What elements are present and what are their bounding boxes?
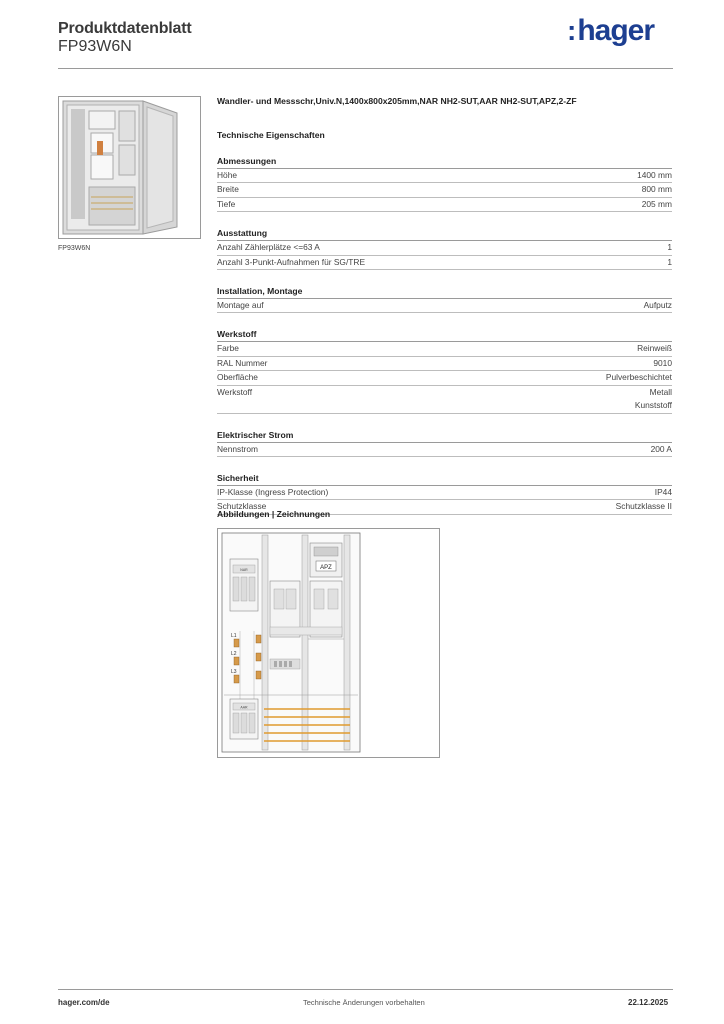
product-description: Wandler- und Messschr,Univ.N,1400x800x205mm,NAR NH2-SUT,AAR NH2-SUT,APZ,2-ZF (217, 96, 577, 106)
article-number: FP93W6N (58, 38, 132, 55)
group-dimensions (217, 156, 672, 212)
spec-label: Anzahl Zählerplätze <=63 A (217, 242, 320, 253)
spec-row (217, 299, 672, 313)
spec-value: 1 (667, 256, 672, 267)
spec-value: Aufputz (643, 299, 672, 310)
spec-label: Oberfläche (217, 372, 258, 383)
spec-row (217, 241, 672, 255)
spec-value-line: Metall (649, 386, 672, 397)
phase-label-l1: L1 (231, 633, 237, 639)
spec-label: Schutzklasse (217, 501, 267, 512)
footer-website-link[interactable]: hager.com/de (58, 998, 110, 1007)
spec-value: 1400 mm (637, 170, 672, 180)
spec-row (217, 198, 672, 212)
cabinet-photo (59, 97, 200, 238)
product-image (58, 96, 201, 239)
document-title: Produktdatenblatt (58, 20, 192, 37)
group-title: Elektrischer Strom (217, 430, 672, 443)
spec-row (217, 169, 672, 183)
spec-row (217, 342, 672, 356)
group-material (217, 329, 672, 413)
group-title: Sicherheit (217, 473, 672, 486)
spec-label: Höhe (217, 170, 238, 180)
group-title: Ausstattung (217, 228, 672, 241)
phase-label-l2: L2 (231, 651, 237, 657)
footer-divider (58, 989, 673, 990)
spec-label: Breite (217, 184, 239, 195)
spec-label: Nennstrom (217, 443, 258, 454)
spec-label: RAL Nummer (217, 357, 268, 368)
nar-label: NAR (240, 568, 248, 572)
spec-column (217, 96, 672, 515)
spec-value: 9010 (653, 357, 672, 368)
spec-row (217, 371, 672, 385)
hager-logo[interactable]: :hager (567, 14, 655, 47)
footer-note: Technische Änderungen vorbehalten (303, 998, 425, 1007)
footer-date: 22.12.2025 (628, 998, 669, 1007)
cabinet-drawing (218, 529, 439, 757)
group-equipment (217, 228, 672, 270)
phase-label-l3: L3 (231, 669, 237, 675)
spec-value: 1 (667, 242, 672, 253)
spec-label: Tiefe (217, 198, 236, 209)
spec-value: Schutzklasse II (615, 501, 672, 512)
section-technical-properties: Technische Eigenschaften (217, 130, 325, 140)
group-installation (217, 286, 672, 313)
group-title: Abmessungen (217, 156, 672, 169)
spec-label: Farbe (217, 343, 239, 354)
group-electric-current (217, 430, 672, 457)
spec-row (217, 443, 672, 457)
spec-value-line: Kunststoff (634, 399, 672, 410)
spec-value (635, 386, 672, 412)
spec-label: Montage auf (217, 299, 264, 310)
image-caption: FP93W6N (58, 245, 91, 252)
aar-label: AAR (240, 705, 248, 710)
drawings-heading: Abbildungen | Zeichnungen (217, 509, 331, 519)
group-title: Installation, Montage (217, 286, 672, 299)
spec-value: 205 mm (641, 198, 672, 209)
spec-row (217, 256, 672, 270)
spec-value: Pulverbeschichtet (605, 372, 672, 383)
spec-row (217, 386, 672, 414)
header-divider (58, 68, 673, 69)
spec-value: Reinweiß (637, 343, 672, 354)
spec-value: IP44 (654, 486, 672, 497)
spec-label: IP-Klasse (Ingress Protection) (217, 486, 329, 497)
spec-label: Werkstoff (217, 386, 253, 397)
group-title: Werkstoff (217, 329, 672, 342)
spec-row (217, 357, 672, 371)
technical-drawing (217, 528, 440, 758)
apz-label: APZ (320, 565, 332, 571)
spec-label: Anzahl 3-Punkt-Aufnahmen für SG/TRE (217, 256, 366, 267)
spec-row (217, 183, 672, 197)
spec-row (217, 486, 672, 500)
logo-text: hager (577, 14, 655, 47)
spec-value: 200 A (650, 443, 672, 454)
spec-value: 800 mm (641, 184, 672, 195)
